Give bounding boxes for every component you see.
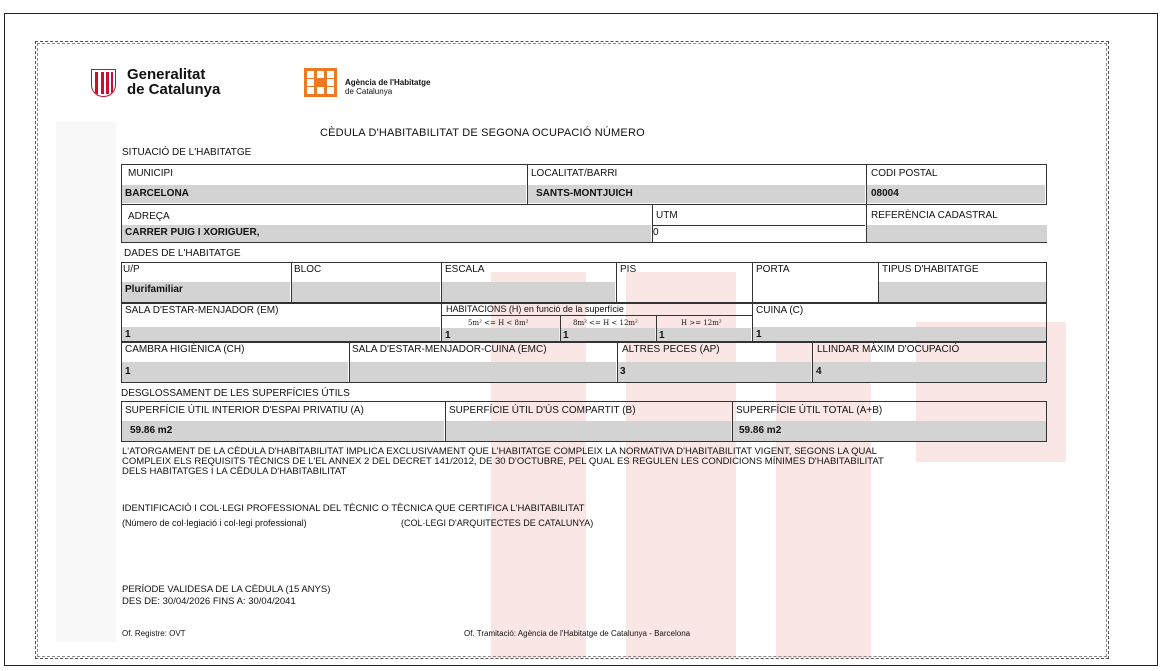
label-superficie-total: SUPERFÍCIE ÚTIL TOTAL (A+B) — [736, 405, 883, 416]
label-utm: UTM — [656, 210, 678, 221]
label-superficie-b: SUPERFÍCIE ÚTIL D'ÚS COMPARTIT (B) — [449, 405, 636, 416]
value-altres-peces: 3 — [620, 366, 626, 377]
section-heading-situacio: SITUACIÓ DE L'HABITATGE — [122, 147, 252, 158]
footer-registre: Of. Registre: OVT — [122, 629, 186, 638]
validesa-line1: PERÍODE VALIDESA DE LA CÈDULA (15 ANYS) — [122, 584, 331, 595]
value-adreca: CARRER PUIG I XORIGUER, — [125, 227, 260, 238]
value-municipi: BARCELONA — [125, 188, 189, 199]
label-hab-sub3: H >= 12m² — [681, 319, 722, 327]
footer-tramitacio: Of. Tramitació: Agència de l'Habitatge de Catalunya - Barcelona — [464, 629, 691, 638]
label-cambra-higienica: CAMBRA HIGIÈNICA (CH) — [125, 344, 245, 355]
label-up: U/P — [123, 264, 140, 275]
label-hab-sub1: 5m² <= H < 8m² — [468, 319, 529, 327]
value-llindar: 4 — [816, 366, 822, 377]
generalitat-logo-icon — [91, 69, 116, 97]
notice-line3: DELS HABITATGES I LA CÈDULA D'HABITABILITAT — [122, 466, 347, 477]
value-hab-1: 1 — [445, 330, 451, 341]
value-sala-em: 1 — [125, 329, 131, 340]
tecnic-sub: (Número de col·legiació i col·legi professional) — [122, 518, 307, 528]
label-pis: PIS — [620, 264, 637, 275]
agencia-habitatge-logo-icon — [304, 68, 337, 97]
tecnic-heading: IDENTIFICACIÓ I COL·LEGI PROFESSIONAL DEL TÈCNIC O TÈCNICA QUE CERTIFICA L'HABITABILITAT — [122, 503, 585, 514]
agencia-name-line1: Agència de l'Habitatge — [345, 78, 431, 87]
label-municipi: MUNICIPI — [128, 168, 173, 179]
value-utm: 0 — [653, 227, 659, 238]
value-superficie-a: 59.86 m2 — [130, 425, 173, 436]
notice-line1: L'ATORGAMENT DE LA CÈDULA D'HABITABILITAT IMPLICA EXCLUSIVAMENT QUE L'HABITATGE COMPLEIX LA NORMATIVA D'HABITABILITAT VIGENT, SEGONS LA QUAL — [122, 446, 877, 457]
label-superficie-a: SUPERFÍCIE ÚTIL INTERIOR D'ESPAI PRIVATIU (A) — [125, 405, 364, 416]
label-referencia-cadastral: REFERÈNCIA CADASTRAL — [871, 210, 998, 221]
label-adreca: ADREÇA — [128, 211, 170, 222]
notice-line2: COMPLEIX ELS REQUISITS TÈCNICS DE L'EL ANNEX 2 DEL DECRET 141/2012, DE 30 D'OCTUBRE, PEL QUAL ES REGULEN LES CONDICIONS MÍNIMES D'HABITABILITAT — [122, 456, 884, 467]
label-localitat: LOCALITAT/BARRI — [531, 168, 618, 179]
value-hab-2: 1 — [563, 330, 569, 341]
tecnic-college: (COL·LEGI D'ARQUITECTES DE CATALUNYA) — [401, 518, 594, 528]
generalitat-name-line2: de Catalunya — [127, 81, 221, 98]
label-tipus-habitatge: TIPUS D'HABITATGE — [882, 264, 979, 275]
value-up: Plurifamiliar — [125, 284, 183, 295]
value-cuina: 1 — [756, 329, 762, 340]
label-sala-em: SALA D'ESTAR-MENJADOR (EM) — [125, 305, 279, 316]
value-cambra-higienica: 1 — [125, 366, 131, 377]
section-heading-superficies: DESGLOSSAMENT DE LES SUPERFÍCIES ÚTILS — [121, 388, 350, 399]
section-heading-dades: DADES DE L'HABITATGE — [124, 248, 241, 259]
validesa-line2: DES DE: 30/04/2026 FINS A: 30/04/2041 — [122, 596, 296, 607]
label-bloc: BLOC — [294, 264, 322, 275]
generalitat-name-line1: Generalitat — [127, 66, 206, 83]
label-sala-emc: SALA D'ESTAR-MENJADOR-CUINA (EMC) — [352, 344, 547, 355]
outer-frame — [4, 13, 1158, 666]
label-cuina: CUINA (C) — [756, 305, 804, 316]
label-altres-peces: ALTRES PECES (AP) — [622, 344, 720, 355]
label-escala: ESCALA — [445, 264, 485, 275]
label-llindar: LLINDAR MÀXIM D'OCUPACIÓ — [817, 344, 960, 355]
certificate-document — [35, 41, 1109, 659]
value-superficie-total: 59.86 m2 — [739, 425, 782, 436]
value-localitat: SANTS-MONTJUICH — [536, 188, 633, 199]
label-habitacions: HABITACIONS (H) en funció de la superfície — [446, 304, 624, 314]
value-codi-postal: 08004 — [871, 188, 899, 199]
document-title: CÈDULA D'HABITABILITAT DE SEGONA OCUPACIÓ NÚMERO — [320, 127, 645, 139]
agencia-name-line2: de Catalunya — [345, 87, 393, 96]
watermark-shadow — [56, 122, 116, 642]
label-hab-sub2: 8m² <= H < 12m² — [573, 319, 638, 327]
value-hab-3: 1 — [659, 330, 665, 341]
label-codi-postal: CODI POSTAL — [871, 168, 938, 179]
label-porta: PORTA — [756, 264, 790, 275]
